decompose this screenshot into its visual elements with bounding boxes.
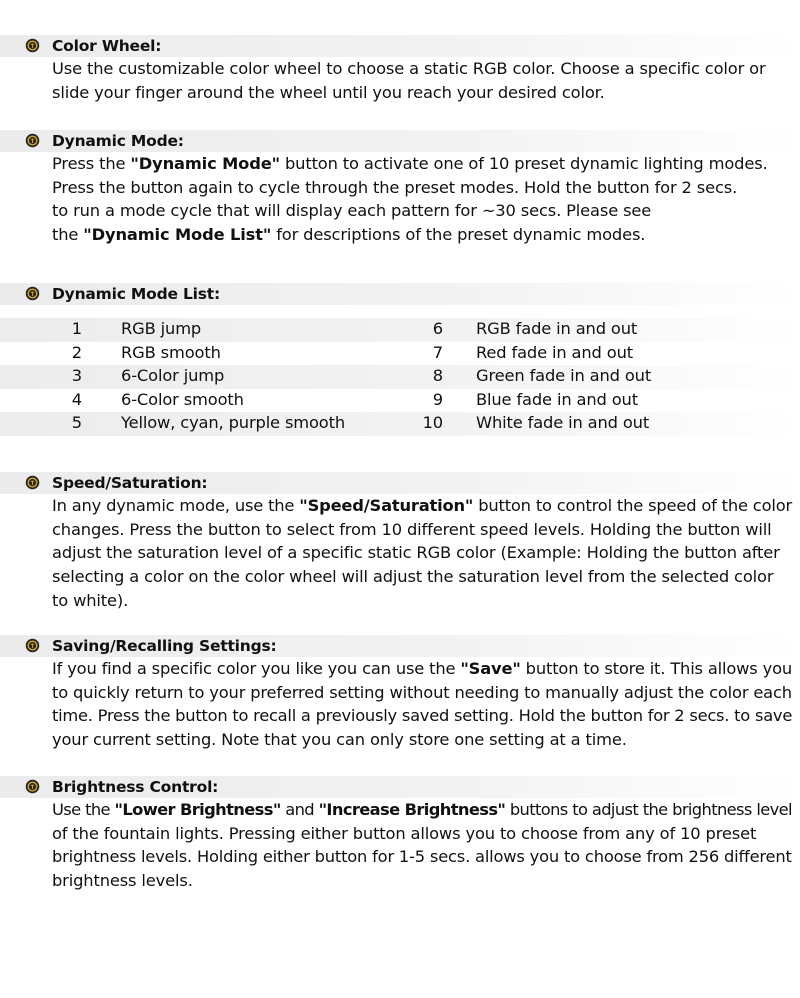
section-body [52, 494, 792, 613]
body-line: brightness levels. [52, 871, 193, 891]
mode-name: RGB jump [121, 319, 202, 338]
table-row [0, 412, 800, 436]
section-speed-saturation [0, 472, 800, 613]
bold-run: "Dynamic Mode List" [83, 225, 272, 245]
bullet-badge-icon [25, 38, 40, 53]
section-color-wheel [0, 35, 800, 104]
mode-name: Yellow, cyan, purple smooth [121, 413, 346, 433]
mode-name: Green fade in and out [476, 366, 652, 386]
body-line: selecting a color on the color wheel will adjust the saturation level from the selected color [52, 567, 774, 587]
mode-number: 8 [432, 366, 443, 386]
bullet-badge-icon [25, 133, 40, 148]
mode-name: 6-Color jump [121, 366, 225, 386]
mode-name: Blue fade in and out [476, 389, 638, 409]
bold-run: "Save" [460, 659, 521, 678]
section-title: Brightness Control: [52, 778, 219, 796]
heading-bar [0, 776, 800, 798]
bullet-badge-icon [25, 475, 40, 490]
text-run: Use the [52, 800, 115, 819]
body-line [52, 223, 792, 247]
text-run: In any dynamic mode, use the [52, 496, 300, 515]
body-line [52, 657, 792, 681]
text-run: button to store it. This allows you [520, 659, 793, 678]
mode-name: RGB smooth [121, 342, 221, 362]
text-run: button to activate one of 10 preset dynamic lighting modes. [279, 154, 768, 173]
table-row [0, 318, 800, 342]
heading-bar [0, 283, 800, 305]
body-line: to run a mode cycle that will display each pattern for ~30 secs. Please see [52, 201, 652, 221]
text-run: for descriptions of the preset dynamic modes. [271, 225, 646, 245]
mode-number: 3 [71, 366, 82, 386]
mode-name: 6-Color smooth [121, 389, 244, 409]
section-title: Speed/Saturation: [52, 474, 208, 492]
section-title: Saving/Recalling Settings: [52, 637, 277, 655]
mode-number: 9 [432, 389, 443, 409]
body-line [52, 152, 792, 176]
bold-run: "Lower Brightness" [114, 800, 281, 819]
body-line: to quickly return to your preferred setting without needing to manually adjust the color each [52, 682, 792, 702]
text-run: button to control the speed of the color [473, 496, 792, 515]
mode-number: 1 [71, 319, 82, 338]
text-run: buttons to adjust the brightness level [505, 800, 792, 819]
body-line: brightness levels. Holding either button for 1-5 secs. allows you to choose from 256 different [52, 847, 792, 867]
section-brightness-control [0, 776, 800, 893]
mode-number: 2 [71, 342, 82, 362]
body-line: of the fountain lights. Pressing either button allows you to choose from any of 10 preset [52, 823, 757, 843]
mode-name: Red fade in and out [476, 342, 633, 362]
bold-run: "Speed/Saturation" [299, 496, 474, 515]
bold-run: "Increase Brightness" [318, 800, 506, 819]
section-saving-recalling [0, 635, 800, 752]
text-run: the [52, 225, 84, 245]
bullet-badge-icon [25, 638, 40, 653]
body-line: Use the customizable color wheel to choose a static RGB color. Choose a specific color or [52, 59, 766, 78]
section-dynamic-mode [0, 130, 800, 247]
table-row [0, 342, 800, 366]
mode-number: 4 [71, 389, 82, 409]
section-title: Dynamic Mode List: [52, 285, 221, 303]
text-run: Press the [52, 154, 131, 173]
section-body [52, 657, 792, 752]
body-line: slide your finger around the wheel until you reach your desired color. [52, 82, 605, 102]
text-run: If you find a specific color you like you can use the [52, 659, 461, 678]
section-title: Dynamic Mode: [52, 132, 184, 150]
section-body [52, 57, 792, 104]
body-line: to white). [52, 590, 129, 610]
section-body [52, 152, 792, 247]
mode-number: 6 [432, 319, 443, 338]
heading-bar [0, 472, 800, 494]
table-row [0, 389, 800, 413]
bullet-badge-icon [25, 779, 40, 794]
body-line: changes. Press the button to select from 10 different speed levels. Holding the button will [52, 519, 772, 539]
section-title: Color Wheel: [52, 37, 162, 55]
heading-bar [0, 35, 800, 57]
body-line: Press the button again to cycle through the preset modes. Hold the button for 2 secs. [52, 177, 738, 197]
mode-number: 7 [432, 342, 443, 362]
body-line: time. Press the button to recall a previously saved setting. Hold the button for 2 secs. to save [52, 706, 793, 726]
body-line [52, 798, 792, 822]
table-row [0, 365, 800, 389]
mode-list-table [0, 318, 800, 436]
mode-number: 10 [422, 413, 443, 433]
body-line: your current setting. Note that you can only store one setting at a time. [52, 730, 627, 750]
mode-name: RGB fade in and out [476, 319, 638, 338]
body-line: adjust the saturation level of a specific static RGB color (Example: Holding the button after [52, 543, 780, 563]
section-dynamic-mode-list [0, 283, 800, 305]
text-run: and [280, 800, 319, 819]
mode-number: 5 [71, 413, 82, 433]
heading-bar [0, 635, 800, 657]
bullet-badge-icon [25, 286, 40, 301]
heading-bar [0, 130, 800, 152]
bold-run: "Dynamic Mode" [130, 154, 280, 173]
body-line [52, 494, 792, 518]
mode-name: White fade in and out [476, 413, 650, 433]
section-body [52, 798, 792, 893]
